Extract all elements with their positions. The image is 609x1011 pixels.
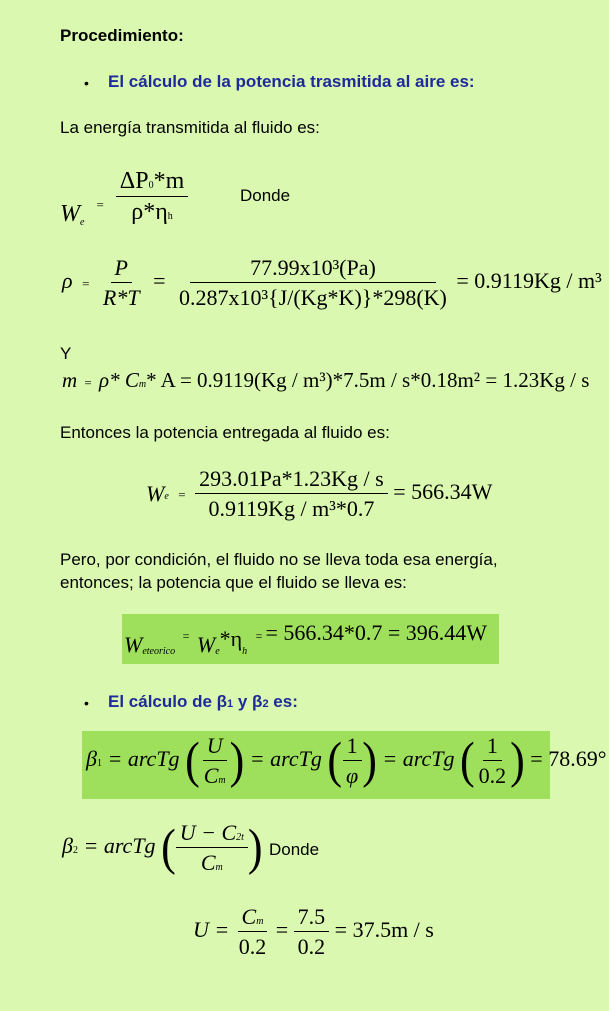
equation-rho: ρ = $\frac{P}{R*T}$ = $\frac{\text{77.99x10³(Pa)}}{\text{0.287x10³\{J/(Kg*K)\}*298(K)}}$ = 0.9119Kg / m³ [62,255,602,310]
label-y: Y [60,344,72,363]
bullet-heading-1: El cálculo de la potencia trasmitida al aire es: [108,72,475,91]
bullet-heading-2: El cálculo de β1 y β2 es: [108,692,298,711]
bullet-icon: • [84,75,89,91]
equation-wteorico: $W_{eteorico} = W_e*\eta_h$ = = 566.34*0.7 = 396.44W [124,620,488,657]
paragraph-condition-line1: Pero, por condición, el fluido no se lleva toda esa energía, [60,550,498,569]
label-donde-2: Donde [269,840,320,859]
heading: Procedimiento: [60,26,184,45]
bullet-icon: • [84,695,89,711]
equation-we: $W_e$ $_=$ $\frac{\Delta P0*m}{\rho*\eta h}$ [60,168,188,226]
equation-power: We = $\frac{293.01Pa*1.23Kg / s}{\text{0.9119Kg / m³*0.7}}$ = 566.34W [146,466,493,521]
equation-beta2: β2 = arcTg ( $\frac{U - C2t}{Cm}$ ) [62,819,263,876]
paragraph-power: Entonces la potencia entregada al fluido es: [60,423,390,442]
paragraph-condition-line2: entonces; la potencia que el fluido se lleva es: [60,573,407,592]
equation-u: U = $\frac{Cm}{0.2}$ = $\frac{7.5}{0.2}$ = 37.5m / s [193,904,434,959]
paragraph-energy: La energía transmitida al fluido es: [60,118,320,137]
equation-mass-flow: m = ρ* Cm* A = 0.9119(Kg / m³)*7.5m / s*0.18m² = 1.23Kg / s [62,368,590,392]
equation-beta1: β1 = arcTg ( $\frac{U}{Cm}$ ) = arcTg ( $\frac{1}{\varphi}$ ) = arcTg ( $\frac{1}{0.2}$ ) = 78.69° [86,732,607,789]
label-donde-1: Donde [240,186,291,205]
